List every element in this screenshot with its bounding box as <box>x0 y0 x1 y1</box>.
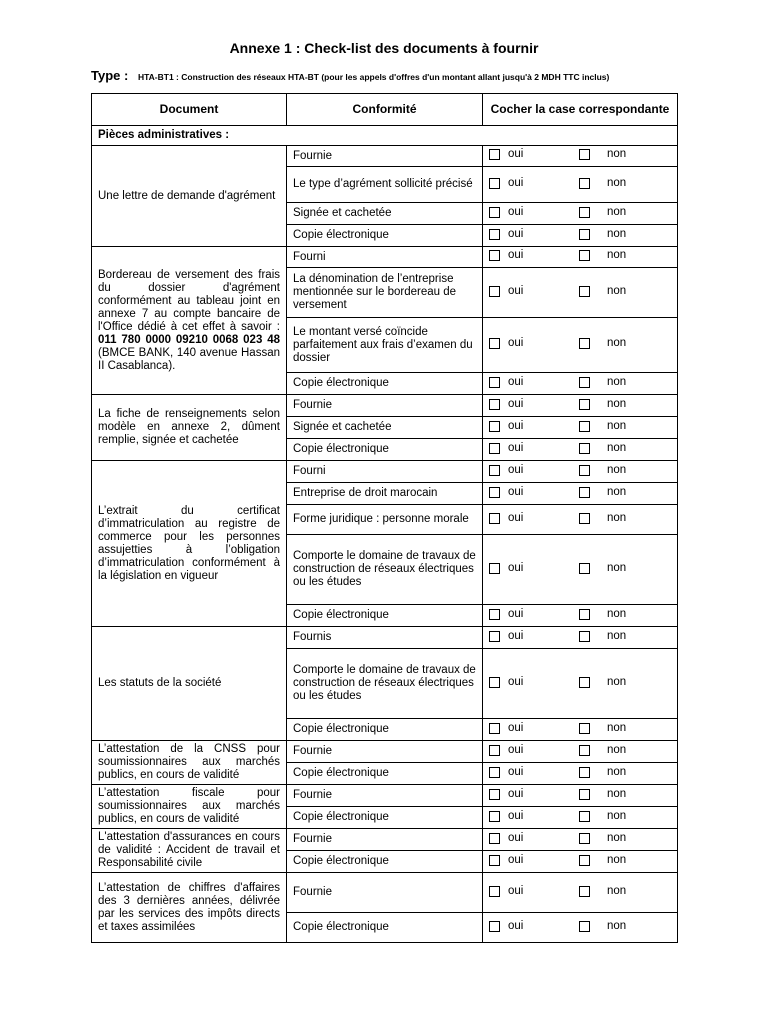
checkbox-no[interactable] <box>579 631 590 642</box>
option-yes <box>489 442 579 455</box>
checkbox-yes[interactable] <box>489 563 500 574</box>
checkbox-yes[interactable] <box>489 377 500 388</box>
document-text-suffix: (BMCE BANK, 140 avenue Hassan II Casablanca). <box>98 346 280 372</box>
checkbox-no[interactable] <box>579 745 590 756</box>
option-yes <box>489 285 579 298</box>
check-cell <box>483 505 678 535</box>
option-yes <box>489 562 579 575</box>
option-yes <box>489 810 579 823</box>
conformity-cell: Forme juridique : personne morale <box>287 505 483 535</box>
option-no-label: non <box>607 629 627 642</box>
check-cell <box>483 605 678 627</box>
option-no <box>579 442 626 455</box>
table-row <box>92 146 678 167</box>
option-no <box>579 376 626 389</box>
checkbox-yes[interactable] <box>489 609 500 620</box>
option-no-label: non <box>607 284 627 297</box>
check-cell <box>483 535 678 605</box>
checkbox-yes[interactable] <box>489 921 500 932</box>
option-yes-label: oui <box>508 919 524 932</box>
option-yes-label: oui <box>508 441 524 454</box>
checkbox-yes[interactable] <box>489 338 500 349</box>
option-no <box>579 832 626 845</box>
check-cell <box>483 785 678 807</box>
option-no <box>579 810 626 823</box>
document-cell: La fiche de renseignements selon modèle en annexe 2, dûment remplie, signée et cachetée <box>92 395 287 461</box>
checkbox-yes[interactable] <box>489 631 500 642</box>
option-yes <box>489 832 579 845</box>
option-yes <box>489 249 579 262</box>
option-no-label: non <box>607 809 627 822</box>
checkbox-yes[interactable] <box>489 886 500 897</box>
document-cell: L’attestation de la CNSS pour soumissionnaires aux marchés publics, en cours de validité <box>92 741 287 785</box>
document-cell: L'attestation d'assurances en cours de validité : Accident de travail et Responsabilité civile <box>92 829 287 873</box>
option-no-label: non <box>607 511 627 524</box>
option-no-label: non <box>607 441 627 454</box>
option-no <box>579 885 626 898</box>
check-cell <box>483 649 678 719</box>
option-yes <box>489 206 579 219</box>
document-cell: Une lettre de demande d'agrément <box>92 146 287 247</box>
conformity-cell: Fournie <box>287 873 483 913</box>
conformity-cell: Fourni <box>287 247 483 268</box>
checkbox-yes[interactable] <box>489 465 500 476</box>
option-yes <box>489 420 579 433</box>
option-no <box>579 722 626 735</box>
option-no-label: non <box>607 375 627 388</box>
check-cell <box>483 763 678 785</box>
option-no-label: non <box>607 743 627 756</box>
checkbox-no[interactable] <box>579 149 590 160</box>
table-row <box>92 395 678 417</box>
checkbox-yes[interactable] <box>489 207 500 218</box>
conformity-cell: Comporte le domaine de travaux de construction de réseaux électriques ou les études <box>287 649 483 719</box>
option-yes <box>489 788 579 801</box>
checkbox-no[interactable] <box>579 886 590 897</box>
option-yes-label: oui <box>508 463 524 476</box>
checkbox-no[interactable] <box>579 465 590 476</box>
conformity-cell: Copie électronique <box>287 225 483 247</box>
option-no-label: non <box>607 337 627 349</box>
option-yes-label: oui <box>508 831 524 844</box>
checkbox-no[interactable] <box>579 207 590 218</box>
table-row <box>92 785 678 807</box>
option-yes-label: oui <box>508 561 524 574</box>
check-cell <box>483 395 678 417</box>
table-row <box>92 829 678 851</box>
check-cell <box>483 203 678 225</box>
document-text: Bordereau de versement des frais du dossier d'agrément conformément au tableau joint en annexe 7 au compte bancaire de l'Office dédié à cet effet à savoir : <box>98 268 280 333</box>
checkbox-yes[interactable] <box>489 811 500 822</box>
checkbox-yes[interactable] <box>489 745 500 756</box>
document-cell <box>92 247 287 395</box>
checkbox-no[interactable] <box>579 811 590 822</box>
checkbox-no[interactable] <box>579 833 590 844</box>
option-yes-label: oui <box>508 148 524 160</box>
checkbox-yes[interactable] <box>489 250 500 261</box>
checkbox-no[interactable] <box>579 286 590 297</box>
check-cell <box>483 417 678 439</box>
conformity-cell: Fournis <box>287 627 483 649</box>
checkbox-yes[interactable] <box>489 487 500 498</box>
check-cell <box>483 167 678 203</box>
document-cell: L’extrait du certificat d’immatriculation au registre de commerce pour les personnes assujetties à l’obligation d’immatriculation conformément à la législation en vigueur <box>92 461 287 627</box>
section-row <box>92 126 678 146</box>
option-no <box>579 420 626 433</box>
conformity-cell: Fournie <box>287 146 483 167</box>
checkbox-no[interactable] <box>579 250 590 261</box>
option-no <box>579 676 626 689</box>
checkbox-yes[interactable] <box>489 789 500 800</box>
option-yes <box>489 744 579 757</box>
option-no-label: non <box>607 249 627 261</box>
checkbox-yes[interactable] <box>489 399 500 410</box>
option-yes-label: oui <box>508 809 524 822</box>
option-no <box>579 630 626 643</box>
check-cell <box>483 439 678 461</box>
check-cell <box>483 318 678 373</box>
option-no <box>579 177 626 190</box>
conformity-cell: Copie électronique <box>287 719 483 741</box>
conformity-cell: Fournie <box>287 785 483 807</box>
option-no <box>579 744 626 757</box>
check-cell <box>483 373 678 395</box>
check-cell <box>483 146 678 167</box>
option-yes-label: oui <box>508 787 524 800</box>
option-yes-label: oui <box>508 249 524 261</box>
checkbox-yes[interactable] <box>489 229 500 240</box>
option-no-label: non <box>607 397 627 410</box>
checkbox-no[interactable] <box>579 513 590 524</box>
option-no <box>579 249 626 262</box>
option-no-label: non <box>607 787 627 800</box>
checkbox-no[interactable] <box>579 789 590 800</box>
checkbox-yes[interactable] <box>489 767 500 778</box>
option-no-label: non <box>607 721 627 734</box>
checkbox-yes[interactable] <box>489 443 500 454</box>
header-conformite: Conformité <box>287 94 483 126</box>
conformity-cell: Comporte le domaine de travaux de construction de réseaux électriques ou les études <box>287 535 483 605</box>
option-yes-label: oui <box>508 765 524 778</box>
checkbox-no[interactable] <box>579 377 590 388</box>
check-cell <box>483 913 678 943</box>
option-no <box>579 148 626 161</box>
option-yes <box>489 854 579 867</box>
check-cell <box>483 829 678 851</box>
check-cell <box>483 851 678 873</box>
conformity-cell: Fournie <box>287 741 483 763</box>
type-label: Type : <box>91 68 129 83</box>
option-no <box>579 854 626 867</box>
checkbox-no[interactable] <box>579 399 590 410</box>
check-cell <box>483 627 678 649</box>
checkbox-yes[interactable] <box>489 723 500 734</box>
option-no-label: non <box>607 675 627 688</box>
check-cell <box>483 268 678 318</box>
option-yes <box>489 920 579 933</box>
option-no-label: non <box>607 561 627 574</box>
option-no <box>579 486 626 499</box>
option-no <box>579 337 626 350</box>
checkbox-yes[interactable] <box>489 178 500 189</box>
header-document: Document <box>92 94 287 126</box>
checkbox-yes[interactable] <box>489 677 500 688</box>
option-no <box>579 228 626 241</box>
option-no-label: non <box>607 831 627 844</box>
checkbox-no[interactable] <box>579 563 590 574</box>
document-cell: L’attestation de chiffres d'affaires des 3 dernières années, délivrée par les services des impôts directs et taxes assimilées <box>92 873 287 943</box>
option-yes-label: oui <box>508 884 524 897</box>
conformity-cell: Copie électronique <box>287 373 483 395</box>
option-no-label: non <box>607 485 627 498</box>
check-cell <box>483 807 678 829</box>
option-no <box>579 562 626 575</box>
option-yes-label: oui <box>508 419 524 432</box>
option-no-label: non <box>607 919 627 932</box>
table-row <box>92 627 678 649</box>
conformity-cell: Fournie <box>287 395 483 417</box>
option-yes-label: oui <box>508 607 524 620</box>
conformity-cell: Le montant versé coïncide parfaitement aux frais d’examen du dossier <box>287 318 483 373</box>
option-yes-label: oui <box>508 721 524 734</box>
conformity-cell: Fourni <box>287 461 483 483</box>
checkbox-no[interactable] <box>579 767 590 778</box>
conformity-cell: Copie électronique <box>287 439 483 461</box>
checkbox-no[interactable] <box>579 421 590 432</box>
option-yes <box>489 177 579 190</box>
check-cell <box>483 483 678 505</box>
option-no <box>579 608 626 621</box>
checkbox-no[interactable] <box>579 855 590 866</box>
option-yes-label: oui <box>508 397 524 410</box>
section-title: Pièces administratives : <box>92 126 678 146</box>
conformity-cell: Copie électronique <box>287 807 483 829</box>
checkbox-no[interactable] <box>579 229 590 240</box>
option-yes-label: oui <box>508 853 524 866</box>
option-yes <box>489 228 579 241</box>
option-yes <box>489 722 579 735</box>
check-cell <box>483 741 678 763</box>
option-yes <box>489 398 579 411</box>
page-title: Annexe 1 : Check-list des documents à fournir <box>229 40 539 56</box>
option-no-label: non <box>607 884 627 897</box>
checkbox-no[interactable] <box>579 609 590 620</box>
option-yes <box>489 148 579 161</box>
option-yes-label: oui <box>508 675 524 688</box>
check-cell <box>483 719 678 741</box>
conformity-cell: Copie électronique <box>287 605 483 627</box>
option-no <box>579 920 626 933</box>
option-no-label: non <box>607 853 627 866</box>
checkbox-yes[interactable] <box>489 833 500 844</box>
option-no-label: non <box>607 607 627 620</box>
conformity-cell: Copie électronique <box>287 763 483 785</box>
option-yes <box>489 512 579 525</box>
option-yes <box>489 464 579 477</box>
type-description: HTA-BT1 : Construction des réseaux HTA-BT (pour les appels d'offres d'un montant allant jusqu'à 2 MDH TTC inclus) <box>137 72 610 82</box>
checklist-table <box>91 93 678 943</box>
option-no <box>579 285 626 298</box>
option-yes-label: oui <box>508 375 524 388</box>
conformity-cell: Copie électronique <box>287 913 483 943</box>
option-yes-label: oui <box>508 511 524 524</box>
check-cell <box>483 247 678 268</box>
option-no-label: non <box>607 419 627 432</box>
option-yes-label: oui <box>508 227 524 240</box>
account-number: 011 780 0000 09210 0068 023 48 <box>98 333 280 346</box>
option-no-label: non <box>607 227 627 240</box>
checkbox-no[interactable] <box>579 677 590 688</box>
option-yes-label: oui <box>508 629 524 642</box>
conformity-cell: Entreprise de droit marocain <box>287 483 483 505</box>
option-no <box>579 464 626 477</box>
checkbox-no[interactable] <box>579 338 590 349</box>
option-yes-label: oui <box>508 205 524 218</box>
conformity-cell: Signée et cachetée <box>287 203 483 225</box>
checkbox-no[interactable] <box>579 487 590 498</box>
checkbox-yes[interactable] <box>489 286 500 297</box>
table-row <box>92 741 678 763</box>
checkbox-yes[interactable] <box>489 855 500 866</box>
checkbox-yes[interactable] <box>489 421 500 432</box>
option-yes <box>489 486 579 499</box>
option-no-label: non <box>607 765 627 778</box>
option-yes <box>489 337 579 350</box>
check-cell <box>483 873 678 913</box>
table-row <box>92 461 678 483</box>
option-yes <box>489 676 579 689</box>
check-cell <box>483 225 678 247</box>
option-no <box>579 788 626 801</box>
table-row <box>92 247 678 268</box>
option-yes-label: oui <box>508 485 524 498</box>
checkbox-yes[interactable] <box>489 513 500 524</box>
option-yes <box>489 376 579 389</box>
option-no-label: non <box>607 205 627 218</box>
option-yes <box>489 766 579 779</box>
option-yes <box>489 885 579 898</box>
check-cell <box>483 461 678 483</box>
option-no <box>579 766 626 779</box>
conformity-cell: Fournie <box>287 829 483 851</box>
checkbox-yes[interactable] <box>489 149 500 160</box>
option-no <box>579 206 626 219</box>
option-no-label: non <box>607 463 627 476</box>
header-row <box>92 94 678 126</box>
option-yes-label: oui <box>508 743 524 756</box>
option-yes-label: oui <box>508 284 524 297</box>
type-line <box>91 68 609 83</box>
checkbox-no[interactable] <box>579 443 590 454</box>
option-yes <box>489 630 579 643</box>
option-yes-label: oui <box>508 176 524 189</box>
option-yes-label: oui <box>508 337 524 349</box>
document-cell: L’attestation fiscale pour soumissionnaires aux marchés publics, en cours de validité <box>92 785 287 829</box>
table-row <box>92 873 678 913</box>
conformity-cell: Signée et cachetée <box>287 417 483 439</box>
option-no <box>579 512 626 525</box>
checkbox-no[interactable] <box>579 921 590 932</box>
option-no-label: non <box>607 148 627 160</box>
checkbox-no[interactable] <box>579 723 590 734</box>
option-no-label: non <box>607 176 627 189</box>
option-no <box>579 398 626 411</box>
option-yes <box>489 608 579 621</box>
conformity-cell: La dénomination de l’entreprise mentionnée sur le bordereau de versement <box>287 268 483 318</box>
conformity-cell: Le type d’agrément sollicité précisé <box>287 167 483 203</box>
checkbox-no[interactable] <box>579 178 590 189</box>
document-cell: Les statuts de la société <box>92 627 287 741</box>
conformity-cell: Copie électronique <box>287 851 483 873</box>
header-check: Cocher la case correspondante <box>483 94 678 126</box>
